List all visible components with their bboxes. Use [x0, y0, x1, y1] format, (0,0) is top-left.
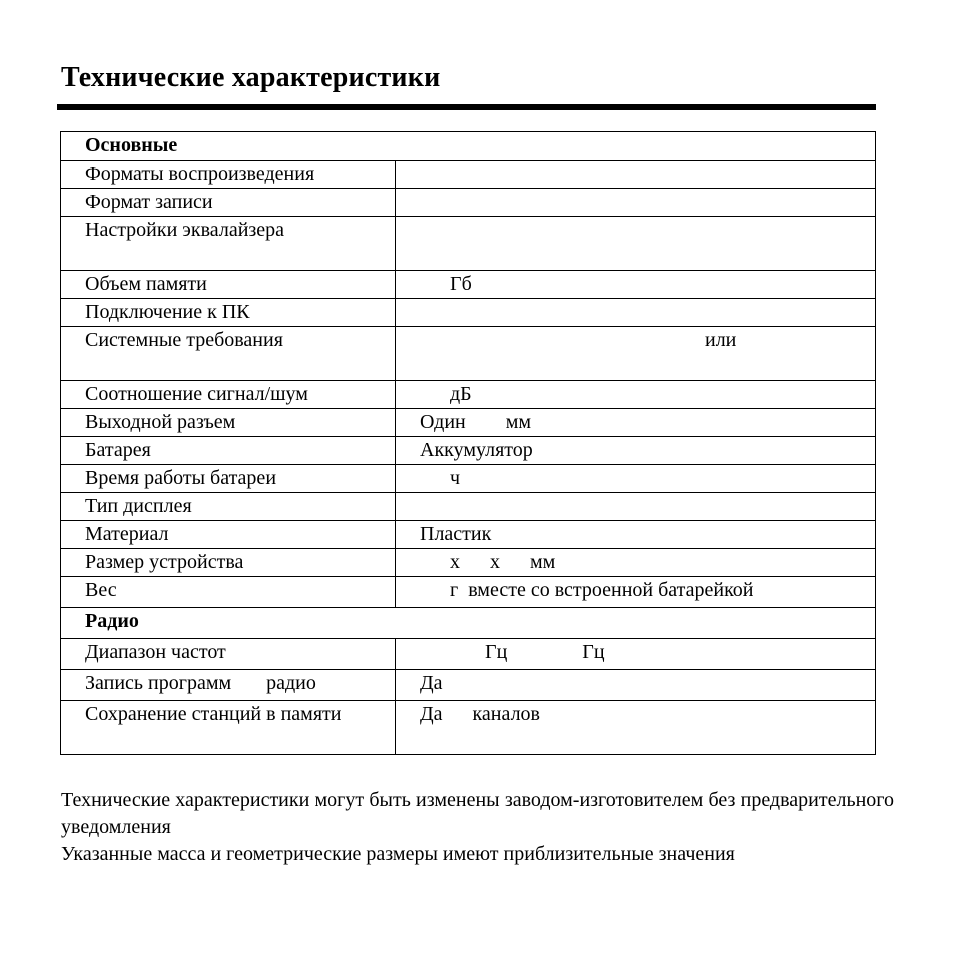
spec-value: или	[396, 327, 876, 381]
spec-label: Настройки эквалайзера	[61, 217, 396, 271]
table-row	[61, 217, 876, 271]
table-row	[61, 493, 876, 521]
spec-label: Подключение к ПК	[61, 299, 396, 327]
spec-label: Форматы воспроизведения	[61, 161, 396, 189]
title-rule	[57, 104, 876, 110]
spec-value: дБ	[396, 381, 876, 409]
spec-value: Аккумулятор	[396, 437, 876, 465]
spec-value: ч	[396, 465, 876, 493]
spec-label: Тип дисплея	[61, 493, 396, 521]
spec-label: Время работы батареи	[61, 465, 396, 493]
spec-value	[396, 493, 876, 521]
spec-label: Материал	[61, 521, 396, 549]
note-text: Указанные масса и геометрические размеры имеют приблизительные значения	[61, 843, 735, 865]
table-row	[61, 409, 876, 437]
spec-label: Батарея	[61, 437, 396, 465]
spec-label: Объем памяти	[61, 271, 396, 299]
table-row	[61, 549, 876, 577]
spec-value: Пластик	[396, 521, 876, 549]
page-title: Технические характеристики	[61, 62, 441, 93]
spec-label: Вес	[61, 577, 396, 608]
section-header-radio	[61, 608, 876, 639]
spec-value	[396, 299, 876, 327]
table-row	[61, 521, 876, 549]
table-row	[61, 701, 876, 755]
table-row	[61, 189, 876, 217]
spec-label: Выходной разъем	[61, 409, 396, 437]
table-row	[61, 437, 876, 465]
table-row	[61, 639, 876, 670]
spec-value: х х мм	[396, 549, 876, 577]
section-title: Радио	[61, 608, 876, 639]
section-title: Основные	[61, 132, 876, 161]
table-row	[61, 299, 876, 327]
spec-label: Размер устройства	[61, 549, 396, 577]
table-row	[61, 465, 876, 493]
spec-value	[396, 217, 876, 271]
spec-label: Соотношение сигнал/шум	[61, 381, 396, 409]
table-row	[61, 381, 876, 409]
spec-label: Системные требования	[61, 327, 396, 381]
spec-value: Гц Гц	[396, 639, 876, 670]
table-row	[61, 327, 876, 381]
table-row	[61, 577, 876, 608]
spec-value	[396, 161, 876, 189]
spec-label: Формат записи	[61, 189, 396, 217]
spec-value: Да	[396, 670, 876, 701]
spec-value: Гб	[396, 271, 876, 299]
specs-table	[60, 131, 876, 755]
spec-label: Сохранение станций в памяти	[61, 701, 396, 755]
spec-label: Диапазон частот	[61, 639, 396, 670]
note-text: Технические характеристики могут быть изменены заводом-изготовителем без предварительного уведомления	[61, 789, 894, 838]
spec-label: Запись программ радио	[61, 670, 396, 701]
spec-value	[396, 189, 876, 217]
table-row	[61, 161, 876, 189]
section-header-main	[61, 132, 876, 161]
spec-value: г вместе со встроенной батарейкой	[396, 577, 876, 608]
spec-value: Один мм	[396, 409, 876, 437]
notes	[61, 787, 894, 868]
table-row	[61, 271, 876, 299]
spec-value: Да каналов	[396, 701, 876, 755]
table-row	[61, 670, 876, 701]
